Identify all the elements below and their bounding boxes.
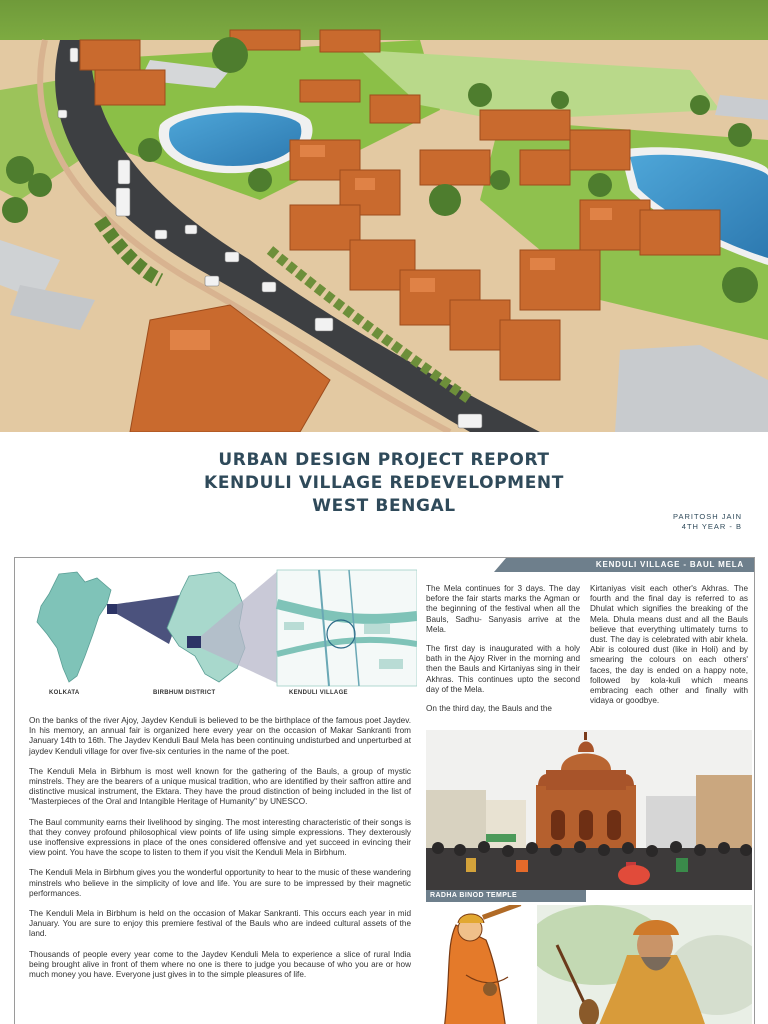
map-label-birbhum: BIRBHUM DISTRICT [153,690,216,696]
paragraph: On the third day, the Bauls and the [426,704,552,714]
paragraph: The first day is inaugurated with a holy bath in the Ajoy River in the morning and then the Bauls and Kirtaniyas sing in their Akhras. This continues upto the second day of the Mela. [426,644,580,694]
paragraph: The Kenduli Mela in Birbhum gives you the wonderful opportunity to hear to the music of these wandering minstrels who believe in the simplicity of love and life. You are sure to be impressed by their magnetic performances. [29,868,411,898]
title-block [0,432,768,542]
project-title: KENDULI VILLAGE REDEVELOPMENT [204,473,564,493]
paragraph: The Baul community earns their livelihood by singing. The most interesting characteristic of their songs is that they convey profound philosophical view points of life using simple expressions. They dexterously use inoffensive expressions in place of the ones considered offensive and yet succeed in evincing their view point. You have the scope to listen to them if you visit the Kenduli Mela in Birbhum. [29,817,411,858]
paragraph: On the banks of the river Ajoy, Jaydev Kenduli is believed to be the birthplace of the famous poet Jaydev. In his memory, an annual fair is organized here every year on the occasion of Makar Sankranti from January 14th to 16th. The Jaydev Kenduli Baul Mela has been continuing undisturbed and unperturbed at jaydev Kenduli village for over five-six centuries in the name of the poet. [29,716,411,756]
paragraph: Thousands of people every year come to the Jaydev Kenduli Mela to experience a slice of rural India being brought alive in front of them where no one is there to judge you because of who you are or how much money you have. Everyone just gives in to the simple pleasures of life. [29,949,411,980]
author-year: 4TH YEAR - B [681,522,742,531]
temple-caption: RADHA BINOD TEMPLE [426,890,586,902]
author-name: PARITOSH JAIN [673,512,742,521]
mela-text-column-2 [590,584,748,715]
sheet-banner: KENDULI VILLAGE - BAUL MELA [506,558,754,572]
paragraph: The Mela continues for 3 days. The day before the fair starts marks the Agman or the beginning of the festival when all the Bauls, Sadhu- Sanyasis arrive at the Mela. [426,584,580,634]
report-title: URBAN DESIGN PROJECT REPORT [218,450,550,470]
paragraph: Kirtaniyas visit each other's Akhras. The fourth and the final day is referred to as Dhulat which signifies the breaking of the Mela. Dhula means dust and all the Bauls believe that everything ultimately turns to dust. The day is celebrated with abir khela. Abir is coloured dust (like in Holi) and by smearing the colours on each others' faces, the day is ended on a happy note, followed by kola-kuli which means embracing each other and finally with vidaya or goodbye. [590,584,748,706]
baul-musician-painting [537,905,752,1024]
baul-minstrel-sketch [426,905,534,1024]
map-label-kolkata: KOLKATA [49,690,80,696]
paragraph: The Kenduli Mela in Birbhum is most well known for the gathering of the Bauls, a group of mystic minstrels. They are the bearers of a unique musical tradition, who are identified by their saffron attire and distinctive musical instrument, the Ektara. They have the proud distinction of being included in the list of "Masterpieces of the Oral and Intangible Heritage of Humanity" by UNESCO. [29,766,411,807]
india-map-icon [37,572,111,682]
mela-text-column-1 [426,584,580,723]
radha-binod-temple-photo [426,730,752,890]
map-label-kenduli: KENDULI VILLAGE [289,690,348,696]
location-map [19,564,417,704]
intro-text [29,716,411,990]
aerial-render-image [0,0,768,432]
report-sheet [14,557,755,1024]
project-location: WEST BENGAL [312,496,456,516]
paragraph: The Kenduli Mela in Birbhum is held on the occasion of Makar Sankranti. This occurs each year in mid January. You are sure to enjoy this premiere festival of the Bauls who are indeed cultural assets of the land. [29,909,411,939]
